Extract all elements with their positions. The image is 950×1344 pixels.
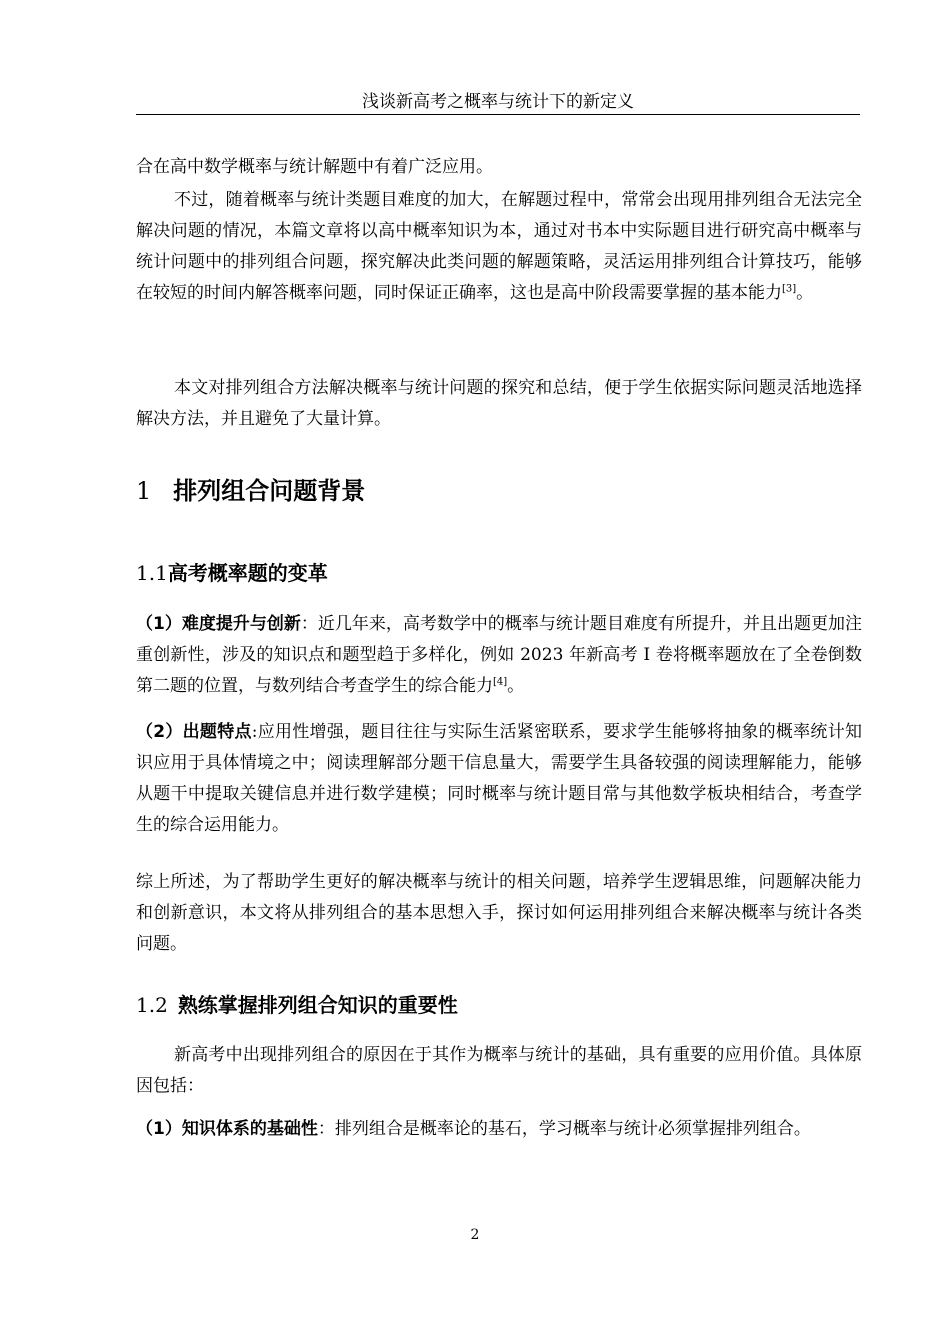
section-1-2-title: 熟练掌握排列组合知识的重要性 xyxy=(177,993,458,1017)
section-1-title: 排列组合问题背景 xyxy=(173,477,366,505)
section-1-2-item-1-text: ：排列组合是概率论的基石，学习概率与统计必须掌握排列组合。 xyxy=(317,1119,811,1139)
item-1-label: （1）难度提升与创新 xyxy=(136,614,301,634)
item-1-text: ：近几年来，高考数学中的概率与统计题目难度有所提升，并且出题更加注重创新性，涉及的知识点和题型趋于多样化，例如 2023 年新高考 I 卷将概率题放在了全卷倒数第二题的位置，与数列结合考查学生的综合能力 xyxy=(136,614,862,696)
section-1-1-summary xyxy=(136,867,862,960)
header-rule xyxy=(136,114,860,115)
item-2-label: （2）出题特点 xyxy=(136,722,252,742)
intro-paragraph-2-end: 。 xyxy=(796,283,814,303)
intro-paragraph-2-text: 不过，随着概率与统计类题目难度的加大，在解题过程中，常常会出现用排列组合无法完全解决问题的情况，本篇文章将以高中概率知识为本，通过对书本中实际题目进行研究高中概率与统计问题中的排列组合问题，探究解决此类问题的解题策略，灵活运用排列组合计算技巧，能够在较短的时间内解答概率问题，同时保证正确率，这也是高中阶段需要掌握的基本能力 xyxy=(136,190,862,303)
section-1-number: 1 xyxy=(136,477,152,505)
item-1-end: 。 xyxy=(507,676,525,696)
section-1-2-paragraph-1-text: 新高考中出现排列组合的原因在于其作为概率与统计的基础，具有重要的应用价值。具体原因包括： xyxy=(136,1045,862,1096)
section-1-1-number: 1.1 xyxy=(136,561,168,585)
section-1-1-heading xyxy=(136,559,328,587)
section-1-2-item-1 xyxy=(136,1114,862,1145)
section-1-2-heading xyxy=(136,991,458,1019)
section-1-heading xyxy=(136,474,365,508)
citation-3: [3] xyxy=(782,283,797,295)
intro-paragraph-1 xyxy=(136,152,862,183)
intro-paragraph-3-text: 本文对排列组合方法解决概率与统计问题的探究和总结，便于学生依据实际问题灵活地选择解决方法，并且避免了大量计算。 xyxy=(136,378,862,429)
section-1-2-paragraph-1 xyxy=(136,1040,862,1102)
section-1-2-number: 1.2 xyxy=(136,993,168,1017)
intro-paragraph-2 xyxy=(136,185,862,309)
section-1-1-item-2 xyxy=(136,717,862,841)
running-header: 浅谈新高考之概率与统计下的新定义 xyxy=(362,92,634,112)
section-1-1-title: 高考概率题的变革 xyxy=(167,561,328,585)
citation-4: [4] xyxy=(493,676,508,688)
summary-text: 综上所述，为了帮助学生更好的解决概率与统计的相关问题，培养学生逻辑思维，问题解决能力和创新意识，本文将从排列组合的基本思想入手，探讨如何运用排列组合来解决概率与统计各类问题。 xyxy=(136,872,862,954)
page-number: 2 xyxy=(470,1227,480,1243)
item-2-text: :应用性增强，题目往往与实际生活紧密联系，要求学生能够将抽象的概率统计知识应用于具体情境之中；阅读理解部分题干信息量大，需要学生具备较强的阅读理解能力，能够从题干中提取关键信息并进行数学建模；同时概率与统计题目常与其他数学板块相结合，考查学生的综合运用能力。 xyxy=(136,722,862,835)
intro-paragraph-1-text: 合在高中数学概率与统计解题中有着广泛应用。 xyxy=(136,157,493,177)
section-1-2-item-1-label: （1）知识体系的基础性 xyxy=(136,1119,318,1139)
intro-paragraph-3 xyxy=(136,373,862,435)
section-1-1-item-1 xyxy=(136,609,862,702)
